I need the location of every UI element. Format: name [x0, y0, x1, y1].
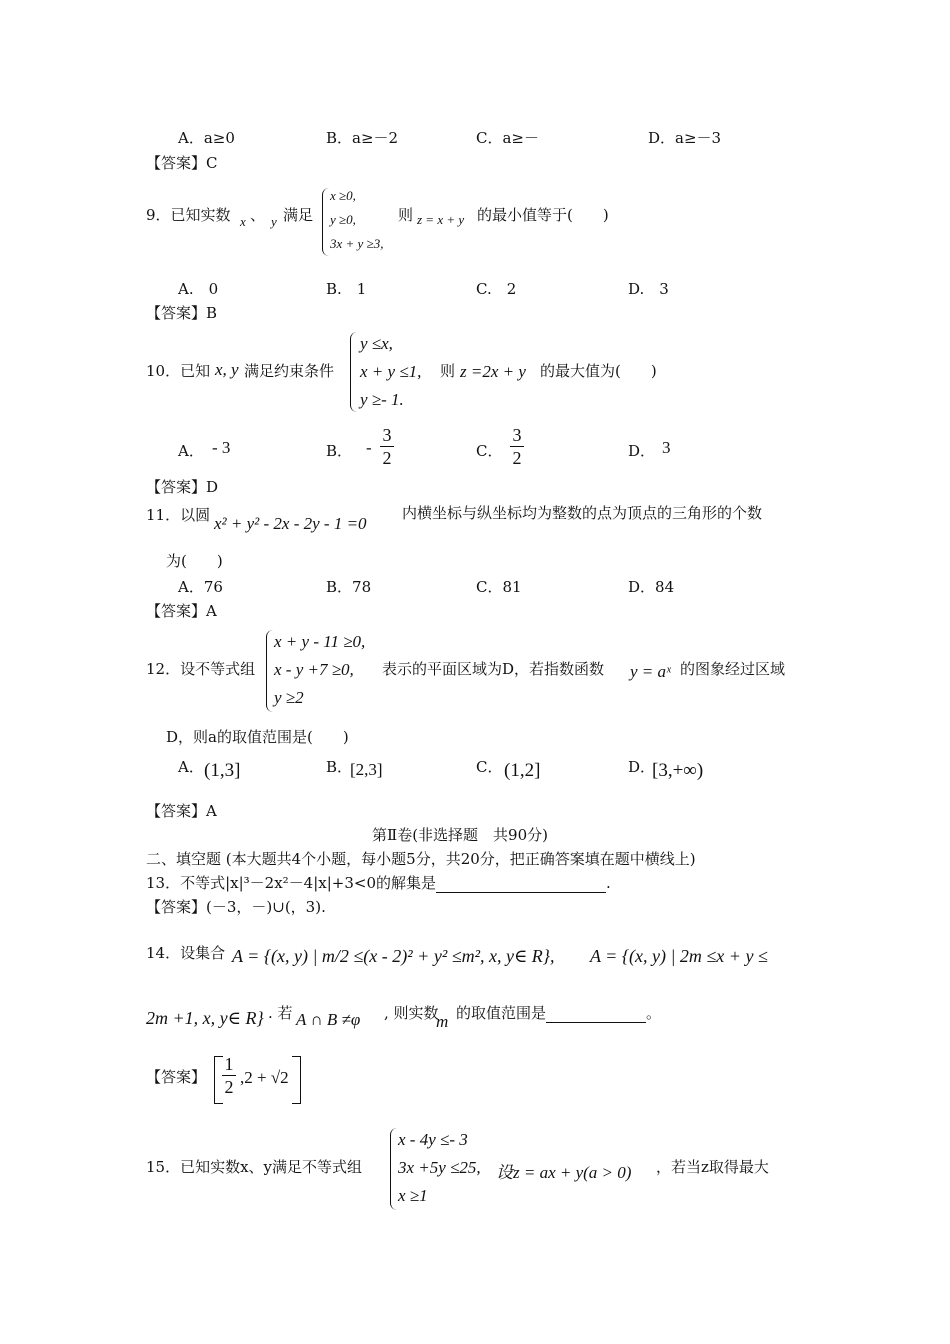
q14-set-a: A = {(x, y) | m/2 ≤(x - 2)² + y² ≤m², x, y∈ R},	[232, 946, 555, 966]
fraction-denominator: 2	[224, 1077, 234, 1097]
q11-line2: 为( )	[166, 552, 223, 570]
q11-equation: x² + y² - 2x - 2y - 1 =0	[214, 514, 367, 533]
fraction-numerator: 3	[382, 425, 392, 445]
section2-heading: 二、填空题 (本大题共4个小题，每小题5分，共20分，把正确答案填在题中横线上)	[146, 850, 696, 868]
q10-option-b-sign: -	[366, 438, 372, 457]
q9-option-c: C. 2	[476, 280, 517, 298]
q12-option-c-value: (1,2]	[504, 760, 541, 781]
q12-func: y = aˣ	[630, 662, 671, 681]
q14-text: . 若	[268, 1004, 293, 1022]
q9-answer: 【答案】B	[146, 304, 218, 322]
q14-text2: , 则实数	[384, 1004, 439, 1022]
q13-text	[146, 872, 611, 893]
q9-brace	[322, 188, 329, 256]
q9-cond2: y ≥0,	[330, 212, 356, 227]
q10-then: 则	[440, 362, 456, 380]
q12-option-b-label: B．	[326, 758, 353, 776]
q14-number: 14．设集合	[146, 944, 226, 962]
q10-expr: z =2x + y	[460, 362, 526, 381]
q14-text3	[456, 1002, 661, 1023]
q12-cond1: x + y - 11 ≥0,	[274, 632, 366, 651]
q12-answer: 【答案】A	[146, 802, 217, 820]
fraction-denominator: 2	[382, 448, 392, 468]
q8-option-a: A．a≥0	[178, 129, 235, 147]
q11-option-c: C．81	[476, 578, 522, 596]
q10-option-d-label: D．	[628, 442, 656, 460]
q15-cond2: 3x +5y ≤25,	[398, 1158, 481, 1177]
q10-number: 10．已知	[146, 362, 211, 380]
q12-option-c-label: C．	[476, 758, 503, 776]
q11-answer: 【答案】A	[146, 602, 217, 620]
q10-option-b-label: B．	[326, 442, 353, 460]
q9-number: 9．已知实数	[146, 206, 231, 224]
q8-option-c: C．a≥－	[476, 129, 539, 147]
q10-option-c-fraction	[510, 425, 524, 468]
q15-cond1: x - 4y ≤- 3	[398, 1130, 468, 1149]
q10-satisfy: 满足约束条件	[244, 362, 335, 380]
q14-condition: A ∩ B ≠φ	[296, 1010, 361, 1029]
q13-period: .	[606, 874, 611, 892]
q15-tail: ，若当z取得最大	[656, 1158, 769, 1176]
q8-option-d: D．a≥－3	[648, 129, 722, 147]
q11-option-a: A．76	[178, 578, 223, 596]
q10-cond3: y ≥- 1.	[360, 390, 404, 409]
q12-option-d-value: [3,+∞)	[652, 760, 704, 781]
q12-text: 表示的平面区域为D，若指数函数	[382, 660, 605, 678]
q10-cond1: y ≤x,	[360, 334, 393, 353]
q11-number: 11．以圆	[146, 506, 211, 524]
q8-answer: 【答案】C	[146, 154, 218, 172]
q14-answer-label: 【答案】	[146, 1068, 207, 1086]
q14-answer-blank	[546, 1006, 646, 1023]
q10-answer: 【答案】D	[146, 478, 219, 496]
fraction-numerator: 3	[512, 425, 522, 445]
q14-answer-rest: ,2 + √2	[240, 1068, 289, 1087]
q11-text: 内横坐标与纵坐标均为整数的点为顶点的三角形的个数	[402, 504, 763, 522]
q9-then: 则	[398, 206, 414, 224]
q12-option-b-value: [2,3]	[350, 760, 383, 779]
fraction-numerator: 1	[224, 1054, 234, 1074]
q9-option-d: D. 3	[628, 280, 669, 298]
q13-answer-blank	[436, 876, 606, 893]
q10-cond2: x + y ≤1,	[360, 362, 422, 381]
section2-title: 第Ⅱ卷(非选择题 共90分)	[372, 826, 548, 844]
q12-option-d-label: D．	[628, 758, 656, 776]
q12-cond2: x - y +7 ≥0,	[274, 660, 354, 679]
q9-cond1: x ≥0,	[330, 188, 356, 203]
q12-tail: 的图象经过区域	[680, 660, 786, 678]
q10-option-a-value: - 3	[212, 438, 231, 457]
q12-option-a-value: (1,3]	[204, 760, 241, 781]
q14-set-b-start: A = {(x, y) | 2m ≤x + y ≤	[590, 946, 768, 966]
q15-number: 15．已知实数x、y满足不等式组	[146, 1158, 363, 1176]
q14-set-b-end: 2m +1, x, y∈ R}	[146, 1008, 264, 1028]
q11-option-b: B．78	[326, 578, 372, 596]
q15-brace	[390, 1128, 397, 1210]
q10-option-d-value: 3	[662, 438, 671, 457]
q9-var-y: y	[271, 214, 277, 229]
q9-cond3: 3x + y ≥3,	[330, 236, 384, 251]
q14-text3-label: 的取值范围是	[456, 1004, 547, 1022]
q15-mid: 设z = ax + y(a > 0)	[496, 1163, 632, 1182]
q12-line2: D，则a的取值范围是( )	[166, 728, 349, 746]
q8-option-b: B．a≥－2	[326, 129, 399, 147]
q10-option-b-fraction	[380, 425, 394, 468]
q9-tail: 的最小值等于( )	[477, 206, 609, 224]
q15-cond3: x ≥1	[398, 1186, 428, 1205]
q13-question: 13．不等式|x|³－2x²－4|x|+3<0的解集是	[146, 874, 437, 892]
q10-option-a-label: A．	[178, 442, 204, 460]
fraction-denominator: 2	[512, 448, 522, 468]
q14-var-m: m	[436, 1012, 449, 1031]
q9-expr: z = x + y	[417, 212, 465, 227]
q10-brace	[350, 332, 357, 412]
q12-cond3: y ≥2	[274, 688, 304, 707]
q9-sep: 、	[250, 206, 266, 224]
q11-option-d: D．84	[628, 578, 675, 596]
q9-option-b: B. 1	[326, 280, 367, 298]
q13-answer: 【答案】(－3，－)∪(，3).	[146, 898, 326, 916]
q14-answer-right-bracket	[292, 1056, 301, 1104]
q10-tail: 的最大值为( )	[540, 362, 657, 380]
q12-number: 12．设不等式组	[146, 660, 256, 678]
q14-answer-fraction	[222, 1054, 236, 1097]
q9-var-x: x	[240, 214, 246, 229]
q12-brace	[266, 630, 273, 712]
q9-satisfy: 满足	[283, 206, 314, 224]
q9-option-a: A. 0	[178, 280, 219, 298]
q14-end: 。	[646, 1004, 662, 1022]
q12-option-a-label: A．	[178, 758, 204, 776]
q10-option-c-label: C．	[476, 442, 503, 460]
q10-vars: x, y	[215, 360, 239, 379]
